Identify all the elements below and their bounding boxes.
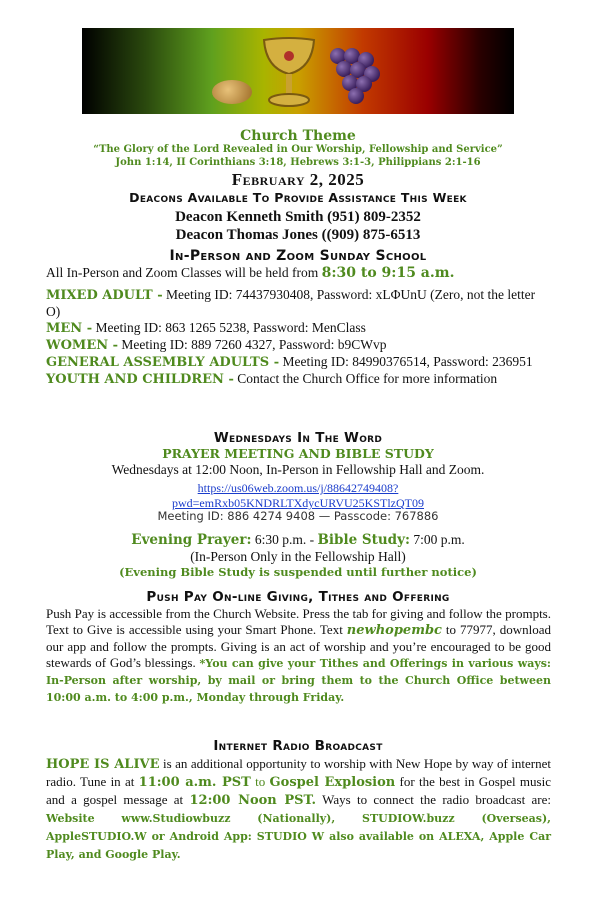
radio-heading: Internet Radio Broadcast xyxy=(213,738,383,754)
theme-heading: Church Theme xyxy=(240,128,356,144)
push-pay-text: Push Pay is accessible from the Church Website. Press the tab for giving and follow the prompts. Text to Give is accessible using your Smart Phone. Text newhopembc to 77977, download our app and follow the prompts. Giving is an act of worship and you’re encouraged to be good stewards of God’s blessings. *You can give your Tithes and Offerings in various ways: In-Person after worship, by mail or bring them to the Church Office between 10:00 a.m. to 4:00 p.m., Monday through Friday. xyxy=(46,606,551,704)
class-men: MEN - Meeting ID: 863 1265 5238, Password: MenClass xyxy=(46,320,366,336)
zoom-link-continued[interactable]: pwd=emRxb05KNDRLTXdycURVU25KSTlzQT09 xyxy=(171,496,425,510)
theme-quote: “The Glory of the Lord Revealed in Our Worship, Fellowship and Service” xyxy=(93,144,503,155)
evening-schedule: Evening Prayer: 6:30 p.m. - Bible Study: 7:00 p.m. xyxy=(131,532,465,548)
evening-suspended-note: (Evening Bible Study is suspended until further notice) xyxy=(119,565,477,579)
bread-icon xyxy=(212,80,252,104)
text-keyword: newhopembc xyxy=(346,623,442,638)
theme-references: John 1:14, II Corinthians 3:18, Hebrews 3:1-3, Philippians 2:1-16 xyxy=(115,157,481,168)
sunday-school-intro: All In-Person and Zoom Classes will be held from 8:30 to 9:15 a.m. xyxy=(46,265,455,281)
class-mixed-adult: MIXED ADULT - Meeting ID: 74437930408, Password: xLΦUnU (Zero, not the letter O) xyxy=(46,287,536,319)
radio-text: HOPE IS ALIVE is an additional opportunity to worship with New Hope by way of internet radio. Tune in at 11:00 a.m. PST to Gospel Explosion for the best in Gospel music and a gospel message at 12:00 Noon PST. Ways to connect the radio broadcast are: Website www.Studiowbuzz (Nationally), STUDIOW.buzz (Overseas), AppleSTUDIO.W or Android App: STUDIO W also available on ALEXA, Apple Car Play, and Google Play. xyxy=(46,756,551,861)
evening-note: (In-Person Only in the Fellowship Hall) xyxy=(190,549,406,564)
deacon-2: Deacon Thomas Jones ((909) 875-6513 xyxy=(175,227,421,243)
sunday-school-heading: In-Person and Zoom Sunday School xyxy=(169,248,427,264)
class-women: WOMEN - Meeting ID: 889 7260 4327, Password: b9CWvp xyxy=(46,337,387,353)
deacons-heading: Deacons Available To Provide Assistance This Week xyxy=(129,190,467,205)
zoom-link[interactable]: https://us06web.zoom.us/j/88642749408? xyxy=(197,481,399,495)
wednesday-meeting-id: Meeting ID: 886 4274 9408 — Passcode: 767886 xyxy=(157,509,439,523)
chalice-icon xyxy=(244,34,334,112)
bulletin-date: February 2, 2025 xyxy=(231,170,365,189)
class-time: 8:30 to 9:15 a.m. xyxy=(321,265,455,281)
wednesday-text: Wednesdays at 12:00 Noon, In-Person in Fellowship Hall and Zoom. xyxy=(111,462,485,477)
communion-banner xyxy=(82,28,514,114)
sunday-school-section xyxy=(46,265,551,388)
deacon-1: Deacon Kenneth Smith (951) 809-2352 xyxy=(175,209,421,225)
class-general-assembly: GENERAL ASSEMBLY ADULTS - Meeting ID: 84990376514, Password: 236951 xyxy=(46,354,533,370)
prayer-meeting-subheading: PRAYER MEETING AND BIBLE STUDY xyxy=(162,446,434,461)
class-youth-children: YOUTH AND CHILDREN - Contact the Church Office for more information xyxy=(46,371,498,387)
push-pay-heading: Push Pay On-line Giving, Tithes and Offering xyxy=(146,589,450,605)
wednesday-heading: Wednesdays In The Word xyxy=(213,430,383,446)
